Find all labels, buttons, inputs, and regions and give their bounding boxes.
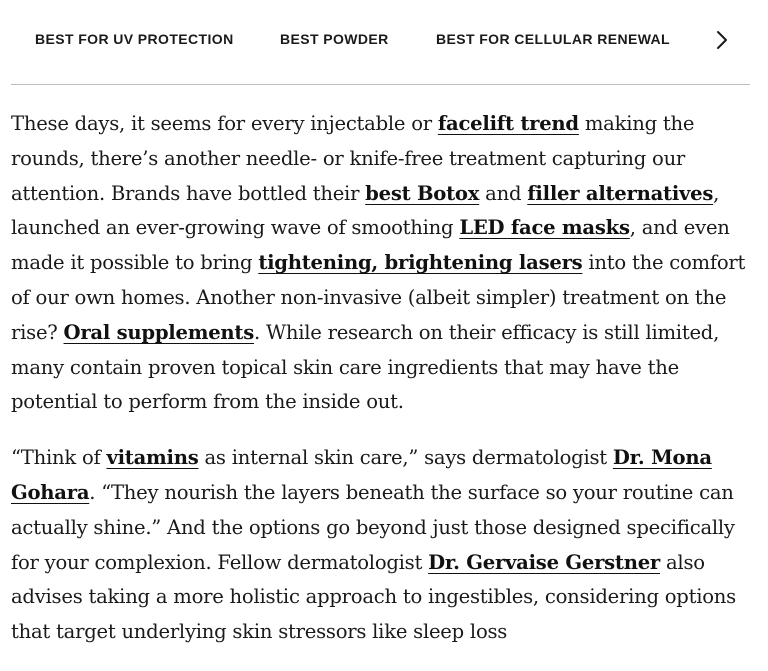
paragraph-text: and — [479, 181, 528, 205]
paragraph-text: . While research on their efficacy is still limited, many contain proven topical skin care ingredients that may have the potential to perform from the inside out. — [11, 320, 720, 414]
paragraph-text: , launched an ever-growing wave of smoothing — [11, 181, 720, 240]
next-tabs-button[interactable] — [708, 26, 736, 54]
paragraph-text: These days, it seems for every injectable or — [11, 112, 438, 135]
category-tab-bar — [0, 0, 768, 84]
paragraph-text: into the comfort of our own homes. Another non-invasive (albeit simpler) treatment on the rise? — [11, 251, 746, 344]
link-best-botox[interactable]: best Botox — [365, 181, 480, 205]
paragraph-text: . “They nourish the layers beneath the surface so your routine can actually shine.” And the options go beyond just those designed specifically for your complexion. Fellow dermatologist — [11, 480, 735, 574]
link-facelift-trend[interactable]: facelift trend — [437, 112, 579, 135]
link-vitamins[interactable]: vitamins — [106, 446, 199, 470]
tab-best-for-uv-protection[interactable]: BEST FOR UV PROTECTION — [35, 31, 234, 47]
paragraph-text: also advises taking a more holistic approach to ingestibles, considering options that target underlying skin stressors like sleep loss — [11, 550, 736, 644]
tab-best-powder[interactable]: BEST POWDER — [280, 31, 389, 47]
article-body — [11, 107, 759, 671]
article-paragraph-1 — [11, 107, 759, 420]
chevron-right-icon — [716, 30, 728, 50]
link-filler-alternatives[interactable]: filler alternatives — [527, 181, 714, 205]
link-oral-supplements[interactable]: Oral supplements — [63, 320, 254, 344]
paragraph-text: , and even made it possible to bring — [11, 216, 730, 275]
article-paragraph-2 — [11, 441, 759, 650]
paragraph-text: making the rounds, there’s another needle- or knife-free treatment capturing our attention. Brands have bottled their — [11, 112, 695, 205]
link-dr-mona-gohara[interactable]: Dr. Mona Gohara — [11, 446, 712, 504]
tab-best-for-cellular-renewal[interactable]: BEST FOR CELLULAR RENEWAL — [436, 31, 670, 47]
tab-bar-divider — [11, 84, 750, 85]
paragraph-text: “Think of — [11, 446, 107, 470]
link-dr-gervaise-gerstner[interactable]: Dr. Gervaise Gerstner — [428, 550, 661, 574]
link-led-face-masks[interactable]: LED face masks — [459, 216, 630, 240]
paragraph-text: as internal skin care,” says dermatologist — [198, 446, 613, 470]
link-tightening-brightening-lasers[interactable]: tightening, brightening lasers — [258, 251, 583, 275]
